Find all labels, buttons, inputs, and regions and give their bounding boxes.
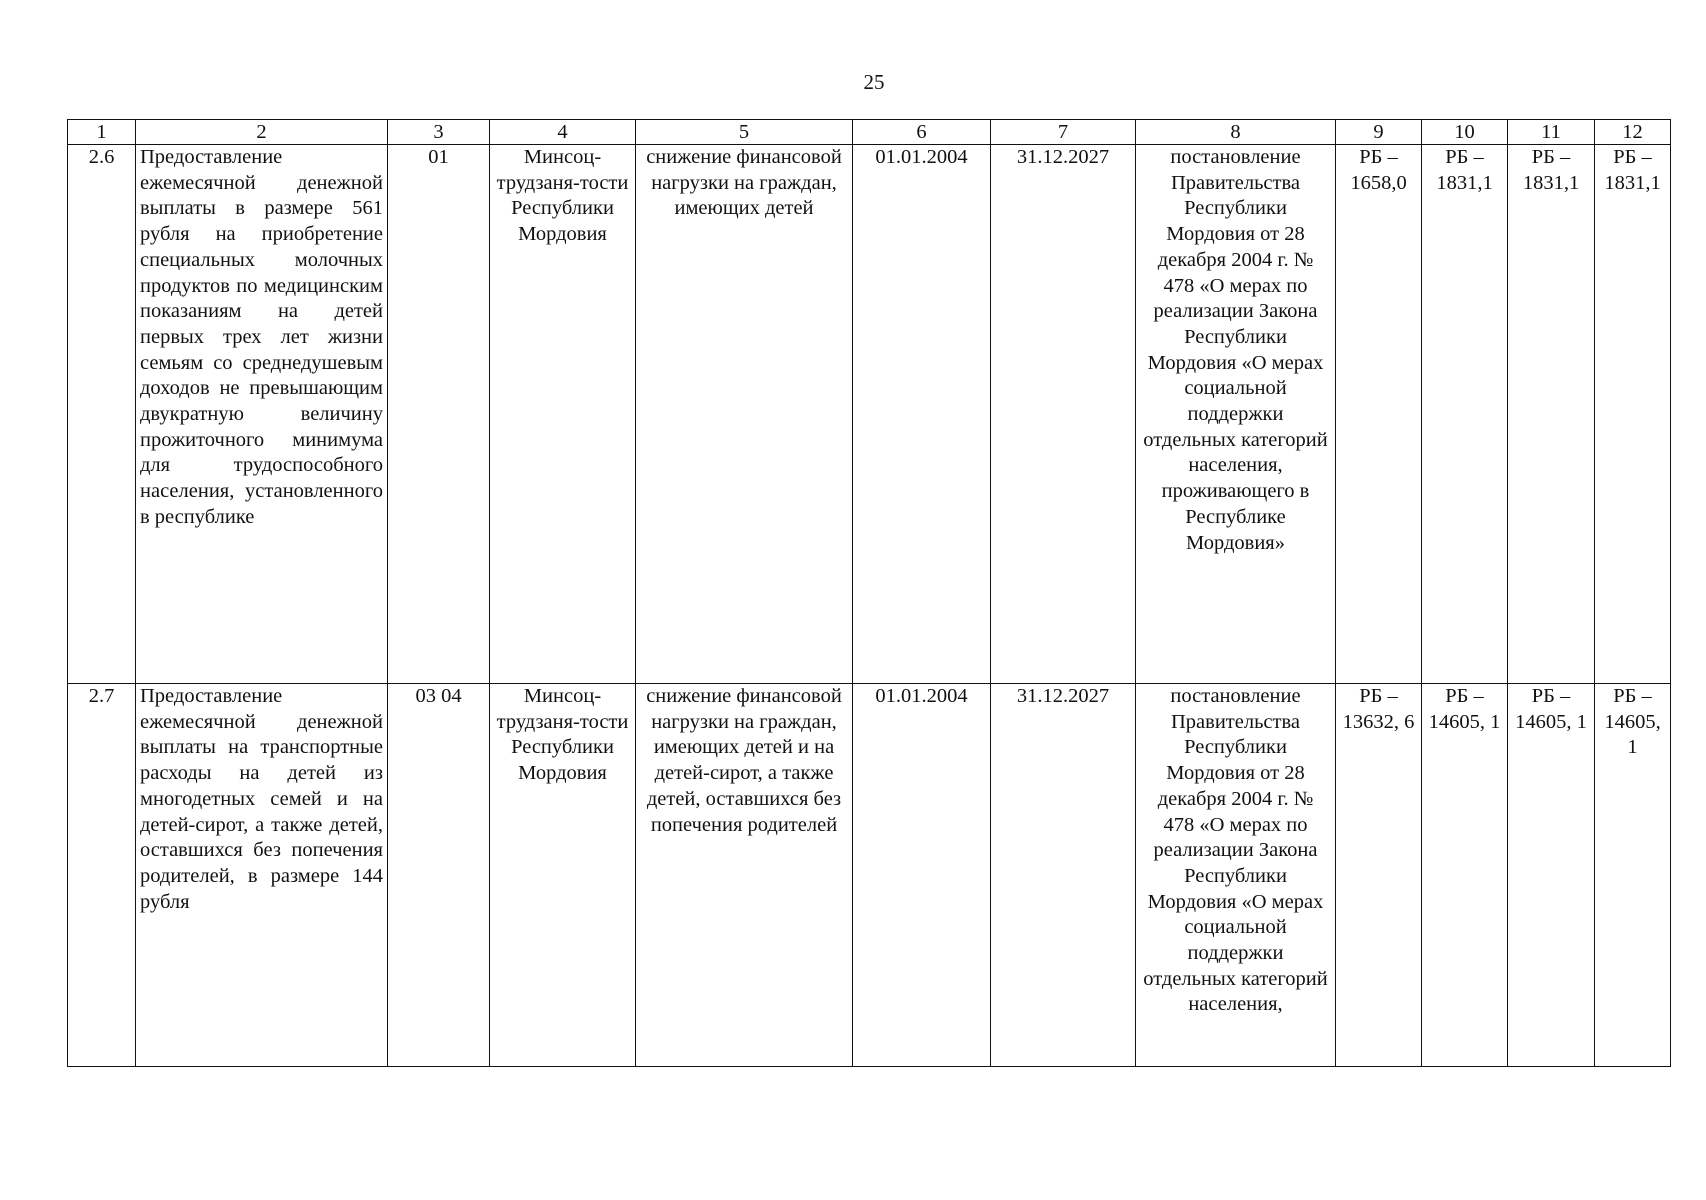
goal-cell: снижение финансовой нагрузки на граждан, имеющих детей bbox=[636, 145, 853, 684]
goal-cell: снижение финансовой нагрузки на граждан, имеющих детей и на детей-сирот, а также детей, оставшихся без попечения родителей bbox=[636, 684, 853, 1067]
agency-cell: Минсоц-трудзаня-тости Республики Мордовия bbox=[490, 684, 636, 1067]
amount-cell: РБ – 14605, 1 bbox=[1508, 684, 1595, 1067]
amount-cell: РБ – 1831,1 bbox=[1595, 145, 1671, 684]
table-row bbox=[68, 684, 1671, 1067]
column-header: 2 bbox=[136, 120, 388, 145]
column-header: 3 bbox=[388, 120, 490, 145]
measures-table bbox=[67, 119, 1671, 1067]
agency-cell: Минсоц-трудзаня-тости Республики Мордовия bbox=[490, 145, 636, 684]
column-header: 7 bbox=[991, 120, 1136, 145]
column-header: 5 bbox=[636, 120, 853, 145]
measure-description: Предоставление ежемесячной денежной выплаты на транспортные расходы на детей из многодетных семей и на детей-сирот, а также детей, оставшихся без попечения родителей, в размере 144 рубля bbox=[136, 684, 388, 1067]
amount-cell: РБ – 13632, 6 bbox=[1336, 684, 1422, 1067]
column-header: 10 bbox=[1422, 120, 1508, 145]
legal-basis-cell: постановление Правительства Республики Мордовия от 28 декабря 2004 г. № 478 «О мерах по реализации Закона Республики Мордовия «О мерах социальной поддержки отдельных категорий населения, bbox=[1136, 684, 1336, 1067]
start-date-cell: 01.01.2004 bbox=[853, 684, 991, 1067]
column-header: 8 bbox=[1136, 120, 1336, 145]
amount-cell: РБ – 1658,0 bbox=[1336, 145, 1422, 684]
column-number-row bbox=[68, 120, 1671, 145]
row-number: 2.6 bbox=[68, 145, 136, 684]
column-header: 11 bbox=[1508, 120, 1595, 145]
row-number: 2.7 bbox=[68, 684, 136, 1067]
start-date-cell: 01.01.2004 bbox=[853, 145, 991, 684]
table-row bbox=[68, 145, 1671, 684]
amount-cell: РБ – 1831,1 bbox=[1422, 145, 1508, 684]
code-cell: 03 04 bbox=[388, 684, 490, 1067]
amount-cell: РБ – 14605, 1 bbox=[1422, 684, 1508, 1067]
column-header: 12 bbox=[1595, 120, 1671, 145]
amount-cell: РБ – 14605, 1 bbox=[1595, 684, 1671, 1067]
measure-description: Предоставление ежемесячной денежной выплаты в размере 561 рубля на приобретение специальных молочных продуктов по медицинским показаниям на детей первых трех лет жизни семьям со среднедушевым доходов не превышающим двукратную величину прожиточного минимума для трудоспособного населения, установленного в республике bbox=[136, 145, 388, 684]
page-number: 25 bbox=[863, 70, 885, 94]
legal-basis-cell: постановление Правительства Республики Мордовия от 28 декабря 2004 г. № 478 «О мерах по реализации Закона Республики Мордовия «О мерах социальной поддержки отдельных категорий населения, проживающего в Республике Мордовия» bbox=[1136, 145, 1336, 684]
column-header: 4 bbox=[490, 120, 636, 145]
amount-cell: РБ – 1831,1 bbox=[1508, 145, 1595, 684]
end-date-cell: 31.12.2027 bbox=[991, 145, 1136, 684]
code-cell: 01 bbox=[388, 145, 490, 684]
column-header: 6 bbox=[853, 120, 991, 145]
column-header: 1 bbox=[68, 120, 136, 145]
end-date-cell: 31.12.2027 bbox=[991, 684, 1136, 1067]
column-header: 9 bbox=[1336, 120, 1422, 145]
